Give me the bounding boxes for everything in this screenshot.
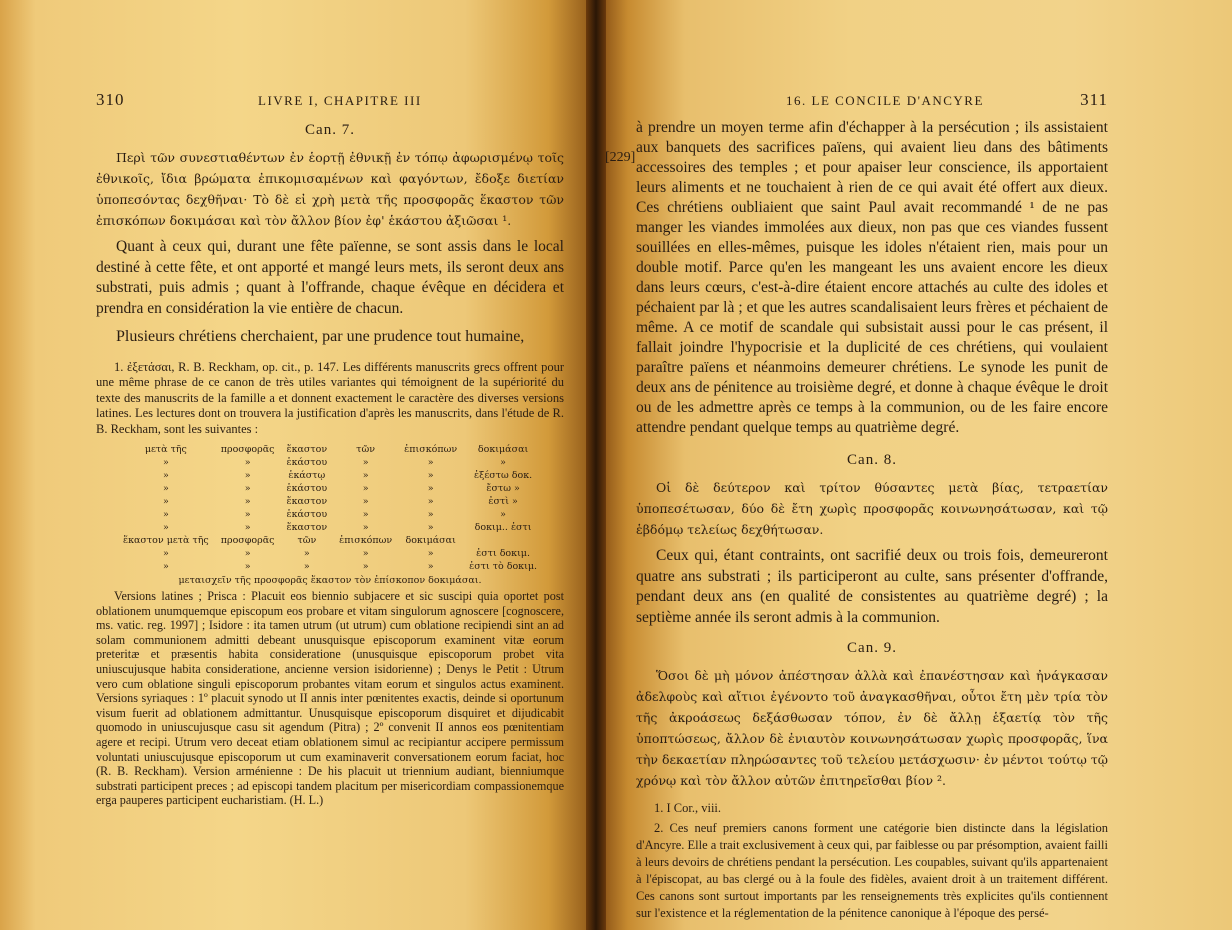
variant-cell: ἑκάστου [286,457,328,468]
variant-cell: » [162,561,169,572]
variant-cell: » [362,522,369,533]
variant-cell: ἔστω » [486,483,520,494]
variant-cell: » [244,496,251,507]
left-running-head [96,90,564,112]
variant-cell: τῶν [356,444,376,455]
variant-row [117,534,543,547]
canon-7-translation: Quant à ceux qui, durant une fête païenne, se sont assis dans le local destiné à cette fête, et ont apporté et mangé leurs mets, ils seront deux ans substrati, puis admis ; quant à l'offrande, chaque évêque en décidera et prendra en considération la vie entière de chacun. [96,238,564,317]
variant-cell: » [303,548,310,559]
manuscript-variants-table [117,443,543,573]
left-paragraph-2: Plusieurs chrétiens cherchaient, par une prudence tout humaine, [116,328,525,345]
variant-cell: » [162,509,169,520]
variant-row [117,482,543,495]
variant-cell: » [244,561,251,572]
variant-cell: » [244,509,251,520]
variant-row [117,443,543,456]
variant-cell: προσφορᾶς [220,444,275,455]
variant-cell: » [427,561,434,572]
right-paragraph-1: à prendre un moyen terme afin d'échapper à la persécution ; ils assistaient aux banquets des sacrifices païens, qui avaient lieu dans des bâtiments accessoires des temples ; et pour apaiser leur conscience, ils apportaient leurs aliments et ne touchaient à rien de ce qui avait été offert aux dieux. Ces chrétiens oubliaient que saint Paul avait recommandé ¹ de ne pas manger les viandes immolées aux dieux, non pas que ces viandes fussent souillées en elles-mêmes, puisque les idoles n'étaient rien, mais pour un double motif. Parce qu'en les mangeant les uns avaient encore les dieux dans leurs cœurs, c'est-à-dire étaient encore attachés au culte des idoles et péchaient par là ; et que les autres scandalisaient leurs frères et péchaient de même. A ce motif de scandale qui subsistait aussi pour le cas présent, il fallait joindre l'hypocrisie et la duplicité de ces chrétiens, qui voulaient paraître païens et néanmoins demeurer chrétiens. Le synode les punit de deux ans de pénitence au troisième degré, et donne à chaque évêque le droit ou de les admettre après ce temps à la communion, ou de les faire encore attendre pendant quelque temps au quatrième degré. [636,119,1108,436]
canon-9-heading: Can. 9. [847,640,897,656]
variant-cell: » [244,548,251,559]
right-page-number: 311 [1080,90,1108,109]
variant-cell: » [427,548,434,559]
canon-9-greek-text: Ὅσοι δὲ μὴ μόνον ἀπέστησαν ἀλλὰ καὶ ἐπανέστησαν καὶ ἠνάγκασαν ἀδελφοὺς καὶ αἴτιοι ἐγένοντο τοῦ ἀναγκασθῆναι, οὗτοι ἔτη μὲν τρία τὸν τῆς ἀκροάσεως δεξάσθωσαν τόπον, ἐν δὲ ἄλλῃ ἑξαετίᾳ τὸν τῆς ὑποπτώσεως, ἄλλον δὲ ἐνιαυτὸν κοινωνησάτωσαν χωρὶς προσφορᾶς, ἵνα τὴν δεκαετίαν πληρώσαντες τοῦ τελείου μετάσχωσιν· ἐν μέντοι τούτῳ τῷ χρόνῳ καὶ τὸν ἄλλον αὐτῶν ἐπιτηρεῖσθαι βίον ². [636,668,1108,788]
variant-cell: » [500,457,506,468]
variant-cell: » [427,470,434,481]
variant-cell: » [427,496,434,507]
variant-cell: μετὰ τῆς [144,444,187,455]
canon-8-heading: Can. 8. [847,452,897,468]
variant-row [117,495,543,508]
variant-cell: » [244,522,251,533]
variant-cell: ἕκαστον [286,522,328,533]
variant-row [117,508,543,521]
right-running-head [636,90,1108,112]
variant-cell: ἑκάστου [286,509,328,520]
variant-cell: » [303,561,310,572]
variant-cell: ἐπισκόπων [339,535,393,546]
variant-cell: τῶν [297,535,317,546]
variant-cell: δοκιμάσαι [477,444,529,455]
left-page-content [96,90,564,808]
variant-cell: » [362,548,369,559]
variant-row [117,547,543,560]
variant-cell: » [427,457,434,468]
margin-reference-number: [229] [605,150,636,165]
manuscript-variants-tail: μεταισχεῖν τῆς προσφορᾶς ἕκαστον τὸν ἐπίσκοπον δοκιμάσαι. [178,575,482,586]
canon-7-greek-text: Περὶ τῶν συνεστιαθέντων ἐν ἑορτῇ ἐθνικῇ ἐν τόπῳ ἀφωρισμένῳ τοῖς ἐθνικοῖς, ἴδια βρώματα ἐπικομισαμένων καὶ φαγόντων, ἔδοξε διετίαν ὑποπεσόντας δεχθῆναι· Τὸ δὲ εἰ χρὴ μετὰ τῆς προσφορᾶς ἕκαστον τῶν ἐπισκόπων δοκιμάσαι καὶ τὸν ἄλλον βίον ἐφ' ἑκάστου ἀξιῶσαι ¹. [96,150,564,228]
variant-cell: » [362,561,369,572]
variant-cell: » [427,522,434,533]
variant-cell: δοκιμάσαι [405,535,456,546]
variant-cell: ἐστι τὸ δοκιμ. [469,561,538,572]
variant-cell: ἕκαστον [286,496,328,507]
footnote-latin-versions: Versions latines ; Prisca : Placuit eos biennio subjacere et sic suscipi quia oportet post oblationem unumquemque episcopum eos probare et vitam singulorum agnoscere [cognoscere, ms. vatic. reg. 1997] ; Isidore : ita tamen utrum (ut utrum) cum oblatione recipiendi sint an ad solam communionem admitti debeant unusquisque episcoporum examinent vitæ eorum preteritæ et præsentis habita consideratione (unusquisque episcoporum probet vita uniuscujusque habita considerationе, ancienne version isidorienne) ; Denys le Petit : Utrum vero cum oblatione singuli episcoporum probantes vitam eorum et singulos actus examinent. Versions syriaques : 1º placuit synodo ut II annis inter pœnitentes exactis, deinde si oportunum visum fuerit ad oblationem admittantur. Unusquisque episcoporum disquiret et dijudicabit quomodo in uniuscujusque casu sit agendum (Pitra) ; 2º convenit II annos eos pœnitentiam agere et recipi. Utrum vero deceat etiam oblationem simul ac recipiantur accipere permissum voluntati uniuscujusque episcoporum ut cum examinaverit conversationem eorum faciat, hoc (R. B. Reckham). Version arménienne : De his placuit ut triennium audiant, bienniumque substrati participent preces ; ad episcopi tandem placitum per misericordiam compassionemque erga pauperes participent eucharistiam. (H. L.) [96,589,564,808]
variant-cell: δοκιμ.. ἐστι [474,522,532,533]
variant-cell: » [427,483,434,494]
variant-row [117,560,543,573]
variant-cell: » [500,509,506,520]
variant-cell: ἐστι δοκιμ. [476,548,531,559]
variant-cell: » [162,522,169,533]
variant-cell: » [362,496,369,507]
variant-cell: προσφορᾶς [220,535,275,546]
variant-cell: » [162,496,169,507]
left-running-title: LIVRE I, CHAPITRE III [258,93,422,108]
variant-cell: » [362,457,369,468]
footnote-1-intro: 1. ἐξετάσαι, R. B. Reckham, op. cit., p. 147. Les différents manuscrits grecs offrent pour une même phrase de ce canon de très utiles variantes qui témoignent de la supériorité du texte des manuscrits de la famille a et donnent exactement le caractère des diverses versions latines. Les lectures dont on trouvera la justification d'après les manuscrits, dans l'étude de R. B. Reckham, sont les suivantes : [96,359,564,436]
variant-cell: » [427,509,434,520]
variant-row [117,456,543,469]
variant-cell: » [362,470,369,481]
variant-cell: ἑκάστου [286,483,328,494]
variant-cell: » [162,483,169,494]
variant-cell: » [244,470,251,481]
variant-cell: ἕκαστον [286,444,328,455]
variant-cell: ἐξέστω δοκ. [474,470,533,481]
left-page-number: 310 [96,90,125,109]
variant-cell: » [162,470,169,481]
variant-cell [463,534,543,547]
right-running-title: 16. LE CONCILE D'ANCYRE [786,93,984,108]
right-page-content [636,90,1108,922]
canon-8-greek-text: Οἱ δὲ δεύτερον καὶ τρίτον θύσαντες μετὰ βίας, τετραετίαν ὑποπεσέτωσαν, δύο δὲ ἔτη χωρὶς προσφορᾶς κοινωνησάτωσαν, καὶ τῷ ἑβδόμῳ τελείως δεχθήτωσαν. [636,480,1108,537]
variant-cell: » [244,457,251,468]
canon-7-heading: Can. 7. [305,122,355,138]
variant-cell: » [362,509,369,520]
variant-cell: ἕκαστον μετὰ τῆς [122,535,209,546]
variant-cell: ἐπισκόπων [404,444,458,455]
variant-row [117,521,543,534]
variant-cell: » [162,457,169,468]
variant-cell: » [362,483,369,494]
book-gutter [586,0,606,930]
variant-row [117,469,543,482]
variant-cell: ἑκάστῳ [288,470,326,481]
canon-8-translation: Ceux qui, étant contraints, ont sacrifié deux ou trois fois, demeureront quatre ans substrati ; ils participeront au culte, sans présenter d'offrande, pendant deux ans (en qualité de consistentes au quatrième degré) ; la septième année ils seront admis à la communion. [636,547,1108,626]
variant-cell: » [244,483,251,494]
variant-cell: » [162,548,169,559]
variant-cell: ἐστὶ » [488,496,518,507]
footnote-2-right: 2. Ces neuf premiers canons forment une catégorie bien distincte dans la législation d'Ancyre. Elle a trait exclusivement à ceux qui, par faiblesse ou par présomption, avaient failli à leurs devoirs de chrétiens pendant la persécution. Les coupables, suivant qu'ils appartenaient à l'épiscopat, au bas clergé ou à la foule des fidèles, avaient droit à un traitement différent. Ces canons sont surtout importants par les renseignements très explicites qu'ils contiennent sur l'existence et la réglementation de la pénitence canonique à l'époque des persé- [636,820,1108,920]
footnote-1-right: 1. I Cor., viii. [654,801,722,815]
